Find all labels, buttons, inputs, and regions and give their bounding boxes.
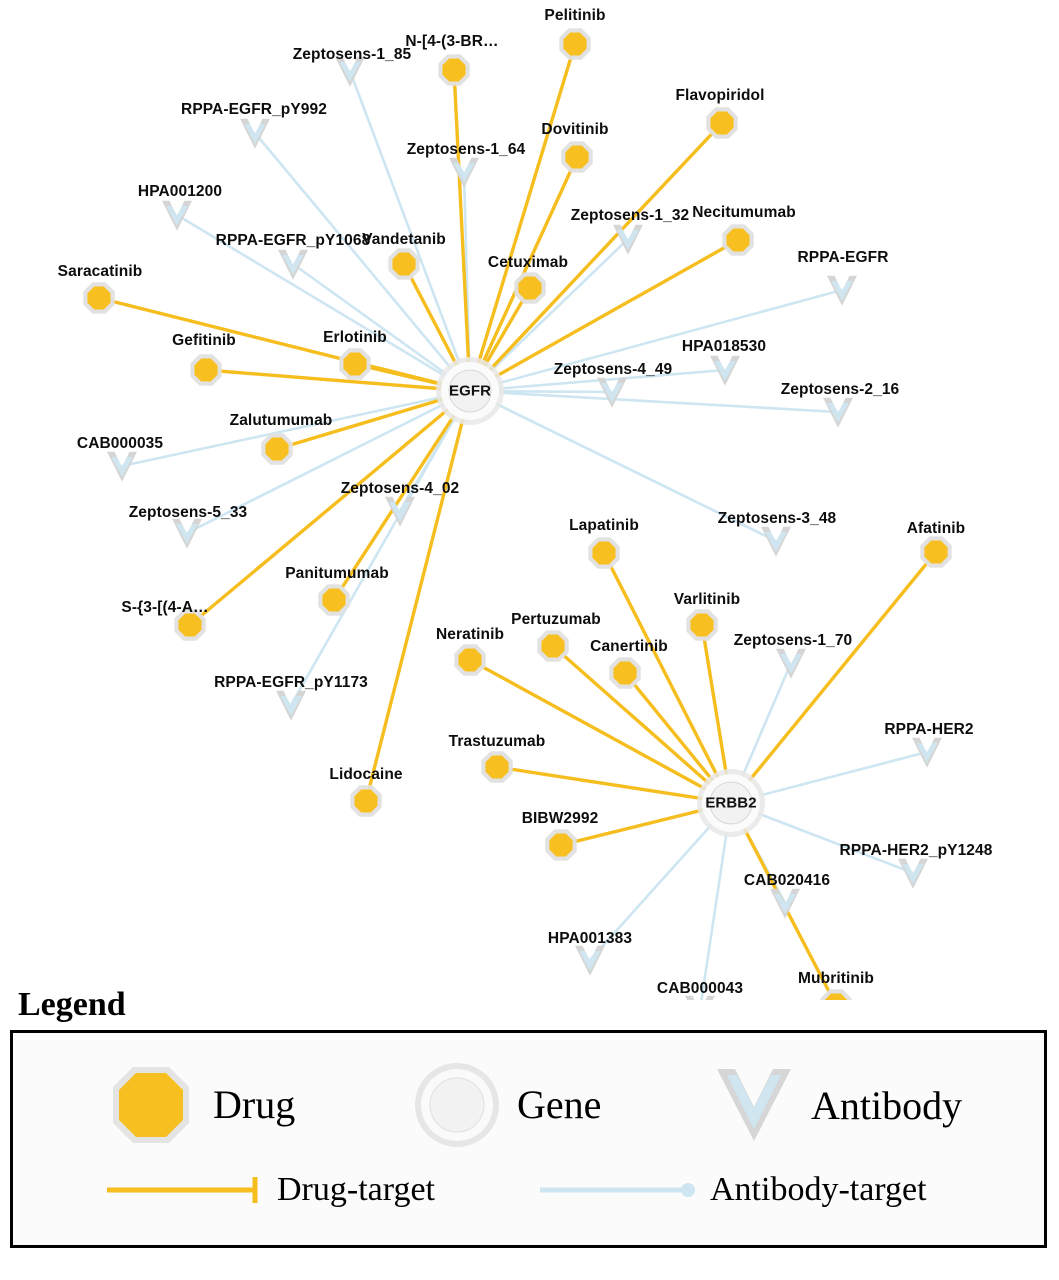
antibody-label: HPA001383: [547, 930, 633, 947]
drug-label: Flavopiridol: [675, 87, 765, 104]
antibody-node-inner: [902, 864, 924, 884]
gene-icon: [413, 1061, 501, 1149]
legend-drug-target: [105, 1173, 435, 1207]
antibody-node-inner: [280, 696, 302, 716]
antibody-label: CAB000043: [656, 980, 744, 997]
antibody-node-inner: [774, 894, 796, 914]
drug-node[interactable]: [392, 252, 415, 275]
antibody-node-inner: [176, 524, 198, 544]
antibody-label: HPA001200: [137, 183, 223, 200]
drug-label: Neratinib: [435, 626, 505, 643]
drug-node[interactable]: [710, 111, 733, 134]
antibody-label: RPPA-HER2: [884, 721, 974, 738]
drug-node[interactable]: [343, 352, 366, 375]
drug-node[interactable]: [265, 437, 288, 460]
drug-node[interactable]: [541, 634, 564, 657]
drug-node[interactable]: [690, 613, 713, 636]
antibody-node-inner: [282, 255, 304, 275]
drug-target-edge: [454, 70, 470, 391]
drug-target-edge: [731, 552, 936, 803]
drug-label: Pelitinib: [544, 7, 606, 24]
drug-node[interactable]: [613, 661, 636, 684]
antibody-label: CAB000035: [76, 435, 164, 452]
drug-node[interactable]: [194, 358, 217, 381]
drug-node[interactable]: [442, 58, 465, 81]
antibody-label: Zeptosens-3_48: [717, 510, 837, 527]
antibody-label: RPPA-HER2_pY1248: [839, 842, 993, 859]
legend-box: [10, 1030, 1047, 1248]
drug-label: Canertinib: [590, 638, 668, 655]
legend-gene-label: Gene: [517, 1082, 602, 1127]
drug-node[interactable]: [458, 648, 481, 671]
antibody-node-inner: [780, 654, 802, 674]
drug-node[interactable]: [726, 228, 749, 251]
legend-drug-target-label: Drug-target: [277, 1171, 435, 1208]
drug-node[interactable]: [518, 276, 541, 299]
antibody-label: CAB020416: [743, 872, 831, 889]
gene-label: ERBB2: [705, 794, 757, 812]
antibody-node-inner: [111, 457, 133, 477]
antibody-label: Zeptosens-1_70: [733, 632, 853, 649]
antibody-node-inner: [166, 206, 188, 226]
drug-target-edge-icon: [105, 1173, 265, 1207]
antibody-node-inner: [453, 163, 475, 183]
legend-gene: [413, 1061, 601, 1149]
drug-label: Afatinib: [906, 520, 966, 537]
drug-label: Gefitinib: [172, 332, 236, 349]
gene-label: EGFR: [448, 382, 492, 400]
antibody-label: Zeptosens-1_64: [406, 141, 526, 158]
drug-label: Panitumumab: [285, 565, 389, 582]
drug-node[interactable]: [592, 541, 615, 564]
drug-label: Mubritinib: [798, 970, 874, 987]
antibody-node-inner: [827, 403, 849, 423]
drug-node[interactable]: [322, 588, 345, 611]
legend-antibody-target: [538, 1173, 927, 1207]
antibody-target-edge-icon: [538, 1173, 698, 1207]
drug-label: Saracatinib: [57, 263, 143, 280]
drug-label: Lapatinib: [569, 517, 639, 534]
drug-label: Dovitinib: [541, 121, 609, 138]
drug-label: Erlotinib: [323, 329, 387, 346]
antibody-node-inner: [579, 951, 601, 971]
antibody-label: Zeptosens-1_85: [292, 46, 412, 63]
antibody-node-inner: [765, 532, 787, 552]
antibody-label: RPPA-EGFR: [797, 249, 889, 266]
drug-label: Trastuzumab: [448, 733, 546, 750]
antibody-label: HPA018530: [681, 338, 767, 355]
antibody-label: Zeptosens-5_33: [128, 504, 248, 521]
legend-drug: [105, 1059, 295, 1151]
legend-title: Legend: [18, 986, 126, 1023]
drug-label: Pertuzumab: [511, 611, 601, 628]
antibody-label: RPPA-EGFR_pY1173: [214, 674, 368, 691]
legend-antibody-target-label: Antibody-target: [710, 1171, 927, 1208]
drug-label: Zalutumumab: [229, 412, 333, 429]
drug-label: N-[4-(3-BR…: [405, 33, 499, 50]
antibody-icon: [713, 1063, 795, 1149]
drug-label: Cetuximab: [487, 254, 569, 271]
antibody-label: RPPA-EGFR_pY992: [181, 101, 327, 118]
drug-node[interactable]: [924, 540, 947, 563]
legend-drug-label: Drug: [213, 1082, 296, 1127]
drug-node[interactable]: [565, 145, 588, 168]
legend-antibody: [713, 1063, 962, 1149]
drug-label: Vandetanib: [362, 231, 446, 248]
drug-label: S-{3-[(4-A…: [121, 599, 209, 616]
antibody-node-inner: [339, 62, 361, 82]
drug-label: Necitumumab: [692, 204, 796, 221]
drug-node[interactable]: [563, 32, 586, 55]
drug-label: Lidocaine: [329, 766, 403, 783]
antibody-label: Zeptosens-2_16: [780, 381, 900, 398]
antibody-label: RPPA-EGFR_pY1068: [215, 232, 371, 249]
drug-label: BIBW2992: [521, 810, 599, 827]
drug-label: Varlitinib: [673, 591, 741, 608]
drug-node[interactable]: [485, 755, 508, 778]
drug-icon: [105, 1059, 197, 1151]
antibody-label: Zeptosens-4_49: [553, 361, 673, 378]
antibody-label: Zeptosens-1_32: [570, 207, 690, 224]
legend-antibody-label: Antibody: [811, 1083, 963, 1128]
antibody-label: Zeptosens-4_02: [340, 480, 460, 497]
drug-node[interactable]: [354, 789, 377, 812]
legend: [0, 986, 1059, 1248]
drug-node[interactable]: [549, 833, 572, 856]
drug-node[interactable]: [87, 286, 110, 309]
